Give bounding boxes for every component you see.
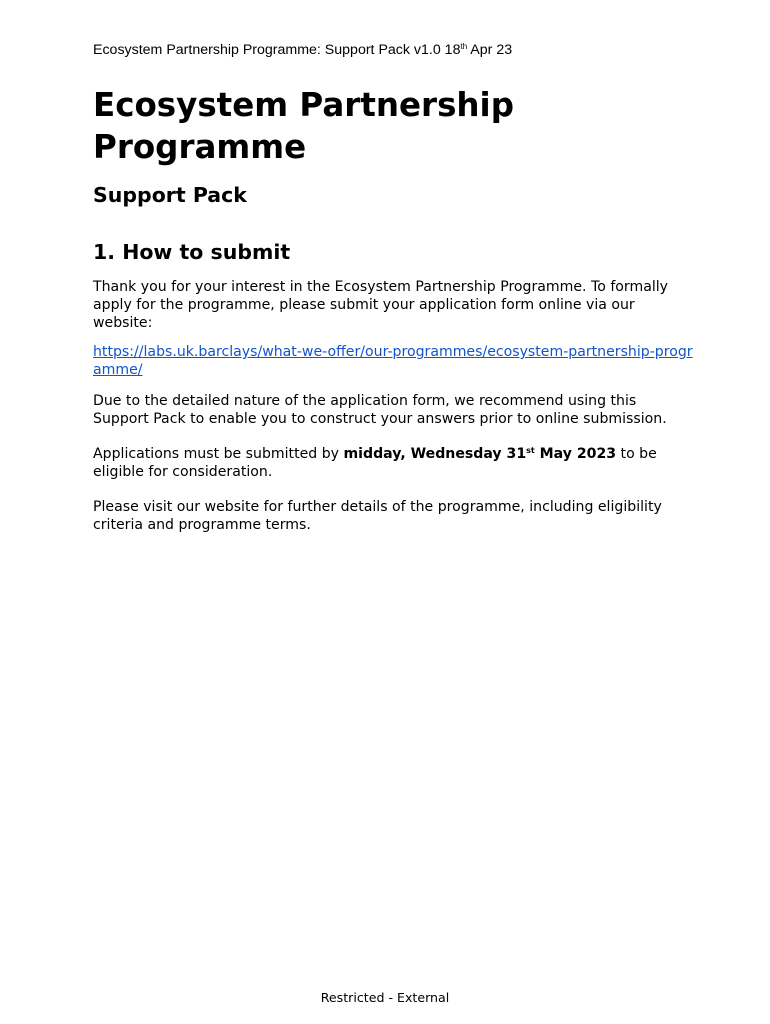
link-paragraph xyxy=(93,343,693,379)
page-header-superscript: th xyxy=(460,42,468,51)
deadline-date-text: midday, Wednesday 31 xyxy=(343,446,527,462)
deadline-paragraph xyxy=(93,445,693,481)
deadline-date-month: May 2023 xyxy=(534,446,617,462)
page-header-text: Ecosystem Partnership Programme: Support Pack v1.0 18 xyxy=(93,42,461,58)
document-subtitle: Support Pack xyxy=(93,183,247,207)
deadline-text-before: Applications must be submitted by xyxy=(93,446,344,462)
page-footer: Restricted - External xyxy=(320,990,450,1005)
deadline-date-superscript: st xyxy=(526,446,535,455)
deadline-text-after: to be eligible for consideration. xyxy=(93,446,657,480)
page-header xyxy=(93,42,512,58)
website-details-paragraph: Please visit our website for further details of the programme, including eligibility criteria and programme terms. xyxy=(93,499,662,533)
deadline-date xyxy=(343,446,616,462)
support-pack-paragraph: Due to the detailed nature of the application form, we recommend using this Support Pack to enable you to construct your answers prior to online submission. xyxy=(93,393,667,427)
document-title: Ecosystem Partnership Programme xyxy=(93,86,514,166)
programme-website-link[interactable]: https://labs.uk.barclays/what-we-offer/our-programmes/ecosystem-partnership-programme/ xyxy=(93,344,693,378)
document-body xyxy=(93,84,693,534)
page-header-date-suffix: Apr 23 xyxy=(467,42,513,58)
intro-paragraph: Thank you for your interest in the Ecosystem Partnership Programme. To formally apply for the programme, please submit your application form online via our website: xyxy=(93,279,668,331)
section-heading: 1. How to submit xyxy=(93,240,291,264)
